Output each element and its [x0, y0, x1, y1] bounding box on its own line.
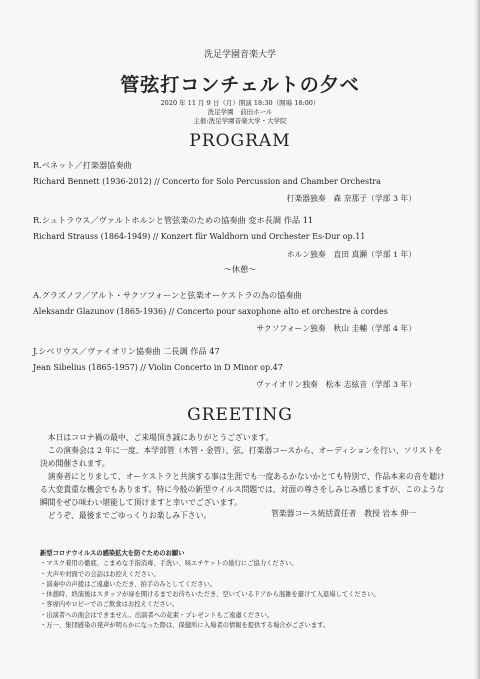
- piece-title-en: Aleksandr Glazunov (1865-1936) // Concerto pour saxophone alto et orchestre à cordes: [33, 307, 388, 316]
- piece-title-en: Richard Strauss (1864-1949) // Konzert für Waldhorn und Orchester Es-Dur op.11: [33, 232, 366, 241]
- intermission: ～休憩～: [223, 264, 257, 274]
- scan-edge: [474, 0, 480, 679]
- notice-item: ・客席内やロビーでのご飲食はお控えください。: [40, 601, 179, 609]
- notice-item: ・演奏中の声援はご遠慮いただき、拍手のみとしてください。: [40, 580, 217, 588]
- greeting-paragraph: どうぞ、最後までごゆっくりお楽しみ下さい。: [47, 511, 212, 520]
- program-heading: PROGRAM: [189, 131, 291, 151]
- piece-title-en: Richard Bennett (1936-2012) // Concerto for Solo Percussion and Chamber Orchestra: [33, 177, 381, 186]
- notice-item: ・休憩時、終演後はスタッフが扉を開けるまでお待ちいただき、空いているドアから混雑を避けて入退場してください。: [40, 591, 380, 599]
- greeting-signature: 管楽器コース統括責任者 教授 岩本 伸一: [271, 509, 416, 518]
- notice-title: 新型コロナウイルスの感染拡大を防ぐためのお願い: [40, 550, 185, 557]
- soloist: ヴァイオリン独奏 松本 志絃音（学部 3 年）: [255, 380, 416, 389]
- soloist: 打楽器独奏 森 奈那子（学部 3 年）: [286, 194, 416, 203]
- soloist: サクソフォーン独奏 秋山 圭輔（学部 4 年）: [256, 324, 416, 333]
- soloist: ホルン独奏 直田 真瀬（学部 1 年）: [286, 250, 416, 259]
- concert-title: 管弦打コンチェルトの夕べ: [120, 74, 360, 96]
- greeting-paragraph: 本日はコロナ禍の最中、ご来場頂き誠にありがとうございます。: [47, 433, 274, 442]
- covid-notice: [40, 549, 460, 631]
- piece-title-jp: J.シベリウス／ヴァイオリン協奏曲 二長調 作品 47: [33, 346, 220, 356]
- notice-item: ・万一、集団感染の発声が明らかになった際は、保健所に入場者の情報を提供する場合がございます。: [40, 622, 330, 630]
- concert-host: 主催:洗足学園音楽大学・大学院: [193, 117, 287, 125]
- notice-item: ・出演者への面会はできません。出演者への花束・プレゼントもご遠慮ください。: [40, 611, 274, 619]
- piece-title-en: Jean Sibelius (1865-1957) // Violin Concerto in D Minor op.47: [33, 363, 283, 372]
- greeting-paragraph: この演奏会は 2 年に一度、本学部管（木管・金管）、弦、打楽器コースから、オーディションを行い、ソリストを決め開催されます。: [40, 446, 443, 468]
- piece-title-jp: A.グラズノフ／アルト・サクソフォーンと弦楽オーケストラの為の協奏曲: [33, 290, 302, 300]
- organization-name: 洗足学園音楽大学: [203, 50, 276, 60]
- greeting-heading: GREETING: [187, 405, 293, 425]
- greeting-paragraph: 演奏者にとりまして、オーケストラと共演する事は生涯でも一度あるかないかとても特別で、作品本来の音を聴ける大変貴重な機会でもあります。特に今般の新型ウイルス問題では、対面の尊さをしみじみ感じますが、このような瞬間をぜひ味わい堪能して頂けますと幸いでございます。: [40, 472, 445, 507]
- notice-item: ・マスク着用の徹底、こまめな手指消毒、手洗い、咳エチケットの励行にご協力ください。: [40, 560, 298, 568]
- piece-title-jp: R.ベネット／打楽器協奏曲: [33, 160, 132, 170]
- notice-item: ・大声や対面での会話はお控えください。: [40, 570, 160, 578]
- concert-venue: 洗足学園 前田ホール: [207, 108, 273, 116]
- concert-date: 2020 年 11 月 9 日（月）開演 18:30（開場 18:00）: [160, 99, 320, 107]
- piece-title-jp: R.シュトラウス／ヴァルトホルンと管弦楽のための協奏曲 変ホ長調 作品 11: [33, 215, 314, 225]
